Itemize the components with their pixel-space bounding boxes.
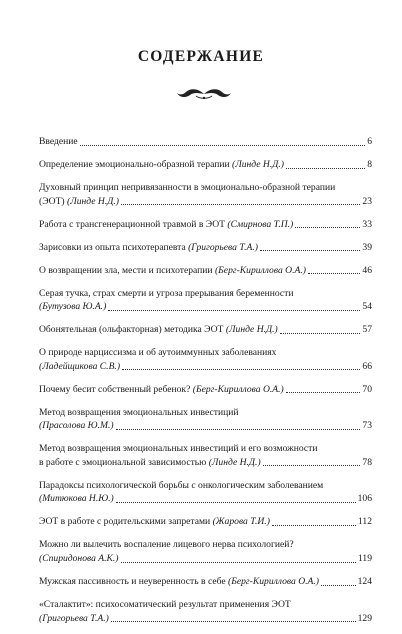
- toc-entry: [39, 241, 372, 255]
- toc-entry-text: [39, 195, 119, 209]
- toc-entry-last-line: [39, 383, 372, 397]
- toc-entry-title-part: Введение: [39, 136, 78, 147]
- toc-entry-title-part: Почему бесит собственный ребенок?: [39, 383, 191, 395]
- toc-entry-first-line: [39, 442, 372, 456]
- toc-entry-author: (Жарова Т.И.): [212, 516, 270, 528]
- toc-entry-text: [39, 575, 319, 589]
- toc-entry: [39, 598, 372, 625]
- toc-entry-author: (Прасолова Ю.М.): [39, 420, 114, 432]
- toc-entry-text: [39, 158, 284, 172]
- toc-entry-page-number: 33: [362, 218, 372, 230]
- toc-entry-first-line: [39, 538, 372, 552]
- dot-leader: [122, 368, 360, 370]
- toc-entry: [39, 575, 372, 589]
- toc-entry-first-line: [39, 406, 372, 420]
- toc-entry-author: (Берг-Кириллова О.А.): [214, 264, 306, 276]
- toc-entry-page-number: 129: [357, 612, 372, 624]
- toc-entry-title-part: в работе с эмоциональной зависимостью: [39, 456, 207, 468]
- dot-leader: [295, 226, 360, 228]
- toc-entry-page-number: 106: [357, 493, 372, 505]
- toc-entry-author: (Берг-Кириллова О.А.): [228, 575, 319, 587]
- toc-entry-author: (Берг-Кириллова О.А.): [192, 383, 284, 395]
- toc-entry-page-number: 124: [357, 575, 372, 587]
- toc-entry-text: [39, 135, 78, 149]
- toc-entry-last-line: [39, 552, 372, 566]
- toc-entry-page-number: 23: [362, 195, 372, 207]
- toc-entry-page-number: 39: [362, 241, 372, 253]
- toc-entry-title-part: Обонятельная (ольфакторная) методика ЭОТ: [39, 324, 224, 336]
- toc-entry-text: [39, 515, 270, 529]
- dot-leader: [308, 272, 360, 274]
- toc-entry-title: О природе нарциссизма и об аутоиммунных заболеваниях: [39, 347, 277, 359]
- toc-entry: [39, 346, 372, 373]
- toc-entry-last-line: [39, 323, 372, 337]
- toc-entry: [39, 479, 372, 506]
- toc-entry-author: (Смирнова Т.П.): [227, 218, 294, 230]
- toc-entry-first-line: [39, 287, 372, 301]
- toc-entry-last-line: [39, 218, 372, 232]
- toc-entry-text: [39, 492, 114, 506]
- toc-entry: [39, 383, 372, 397]
- toc-entry-title: Можно ли вылечить воспаление лицевого нерва психологией?: [39, 539, 294, 551]
- toc-entry-text: [39, 383, 284, 397]
- dot-leader: [286, 391, 361, 393]
- toc-entry-last-line: [39, 360, 372, 374]
- toc-entry-author: (Бутузова Ю.А.): [39, 301, 107, 313]
- toc-entry-first-line: [39, 598, 372, 612]
- toc-entry-text: [39, 264, 306, 278]
- toc-entry-page-number: 6: [367, 136, 372, 147]
- toc-entry-title: «Сталактит»: психосоматический результат применения ЭОТ: [39, 598, 291, 610]
- page-title: СОДЕРЖАНИЕ: [137, 48, 265, 65]
- toc-entry-text: [39, 323, 278, 337]
- toc-entry-author: (Григорьева Т.А.): [188, 241, 258, 253]
- toc-entry-title-part: Работа с трансгенерационной травмой в ЭОТ: [39, 218, 226, 230]
- toc-entry-first-line: [39, 479, 372, 493]
- toc-entry: [39, 515, 372, 529]
- toc-entry-title: Духовный принцип непривязанности в эмоционально-образной терапии: [39, 181, 336, 193]
- dot-leader: [111, 620, 356, 622]
- toc-entry-page-number: 46: [362, 264, 372, 276]
- toc-entry-last-line: [39, 135, 372, 149]
- toc-entry: [39, 181, 372, 208]
- toc-entry-text: [39, 300, 106, 314]
- toc-entry-title: Серая тучка, страх смерти и угроза прерывания беременности: [39, 287, 294, 299]
- toc-entry-page-number: 78: [362, 456, 372, 468]
- toc-entry-page-number: 66: [362, 360, 372, 372]
- toc-entry-text: [39, 241, 258, 255]
- toc-entry-text: [39, 419, 114, 433]
- toc-entry-author: (Ладейщикова С.В.): [39, 360, 121, 372]
- toc-entry-page-number: 8: [367, 158, 372, 170]
- toc-entry-author: (Линде Н.Д.): [67, 195, 119, 207]
- toc-entry-page-number: 54: [362, 301, 372, 313]
- dot-leader: [116, 428, 361, 430]
- toc-entry: [39, 406, 372, 433]
- toc-entry: [39, 538, 372, 565]
- toc-entry-text: [39, 456, 261, 470]
- dot-leader: [263, 464, 361, 466]
- toc-entry-page-number: 73: [362, 420, 372, 432]
- toc-entry: [39, 442, 372, 469]
- dot-leader: [116, 501, 356, 503]
- dot-leader: [260, 249, 360, 251]
- toc-entry-last-line: [39, 241, 372, 255]
- toc-entry-text: [39, 552, 119, 566]
- toc-entry-last-line: [39, 300, 372, 314]
- toc-entry: [39, 323, 372, 337]
- dot-leader: [108, 309, 360, 311]
- dot-leader: [272, 524, 356, 526]
- toc-entry-text: [39, 612, 109, 626]
- toc-entry-text: [39, 218, 293, 232]
- dot-leader: [80, 144, 366, 146]
- toc-entry-author: (Линде Н.Д.): [232, 158, 284, 170]
- toc-entry-last-line: [39, 264, 372, 278]
- toc-entry-last-line: [39, 195, 372, 209]
- toc-entry-author: (Митюкова Н.Ю.): [39, 493, 114, 505]
- dot-leader: [286, 167, 365, 169]
- toc-entry-last-line: [39, 419, 372, 433]
- toc-entry-page-number: 112: [357, 516, 372, 528]
- dot-leader: [280, 332, 361, 334]
- table-of-contents: [39, 135, 372, 634]
- toc-entry-last-line: [39, 575, 372, 589]
- toc-entry-title: Парадоксы психологической борьбы с онкологическим заболеванием: [39, 479, 324, 491]
- toc-entry-last-line: [39, 158, 372, 172]
- toc-entry-last-line: [39, 456, 372, 470]
- toc-entry-author: (Линде Н.Д.): [225, 324, 278, 336]
- toc-entry-title: Метод возвращения эмоциональных инвестиций и его возможности: [39, 443, 318, 455]
- toc-entry-page-number: 119: [357, 552, 372, 564]
- toc-entry-last-line: [39, 612, 372, 626]
- toc-entry-page-number: 57: [362, 324, 372, 336]
- toc-entry-last-line: [39, 492, 372, 506]
- toc-entry-title-part: (ЭОТ): [39, 195, 65, 207]
- toc-entry-title-part: ЭОТ в работе с родительскими запретами: [39, 516, 211, 528]
- decorative-flourish-icon: [176, 86, 232, 102]
- toc-entry: [39, 158, 372, 172]
- dot-leader: [121, 561, 356, 563]
- toc-entry: [39, 135, 372, 149]
- toc-entry-title-part: Определение эмоционально-образной терапии: [39, 158, 230, 170]
- dot-leader: [121, 203, 360, 205]
- toc-entry-title-part: Мужская пассивность и неуверенность в себе: [39, 575, 226, 587]
- toc-entry-author: (Спиридонова А.К.): [39, 552, 119, 564]
- toc-entry-first-line: [39, 346, 372, 360]
- toc-entry: [39, 264, 372, 278]
- toc-entry-page-number: 70: [362, 383, 372, 395]
- toc-entry-text: [39, 360, 120, 374]
- dot-leader: [321, 584, 356, 586]
- toc-entry-first-line: [39, 181, 372, 195]
- toc-entry-title: Метод возвращения эмоциональных инвестиций: [39, 406, 239, 418]
- toc-entry-author: (Григорьева Т.А.): [39, 612, 109, 624]
- toc-entry: [39, 287, 372, 314]
- toc-entry: [39, 218, 372, 232]
- toc-entry-title-part: Зарисовки из опыта психотерапевта: [39, 241, 186, 253]
- toc-entry-title-part: О возвращении зла, мести и психотерапии: [39, 264, 213, 276]
- toc-entry-last-line: [39, 515, 372, 529]
- toc-entry-author: (Линде Н.Д.): [208, 456, 261, 468]
